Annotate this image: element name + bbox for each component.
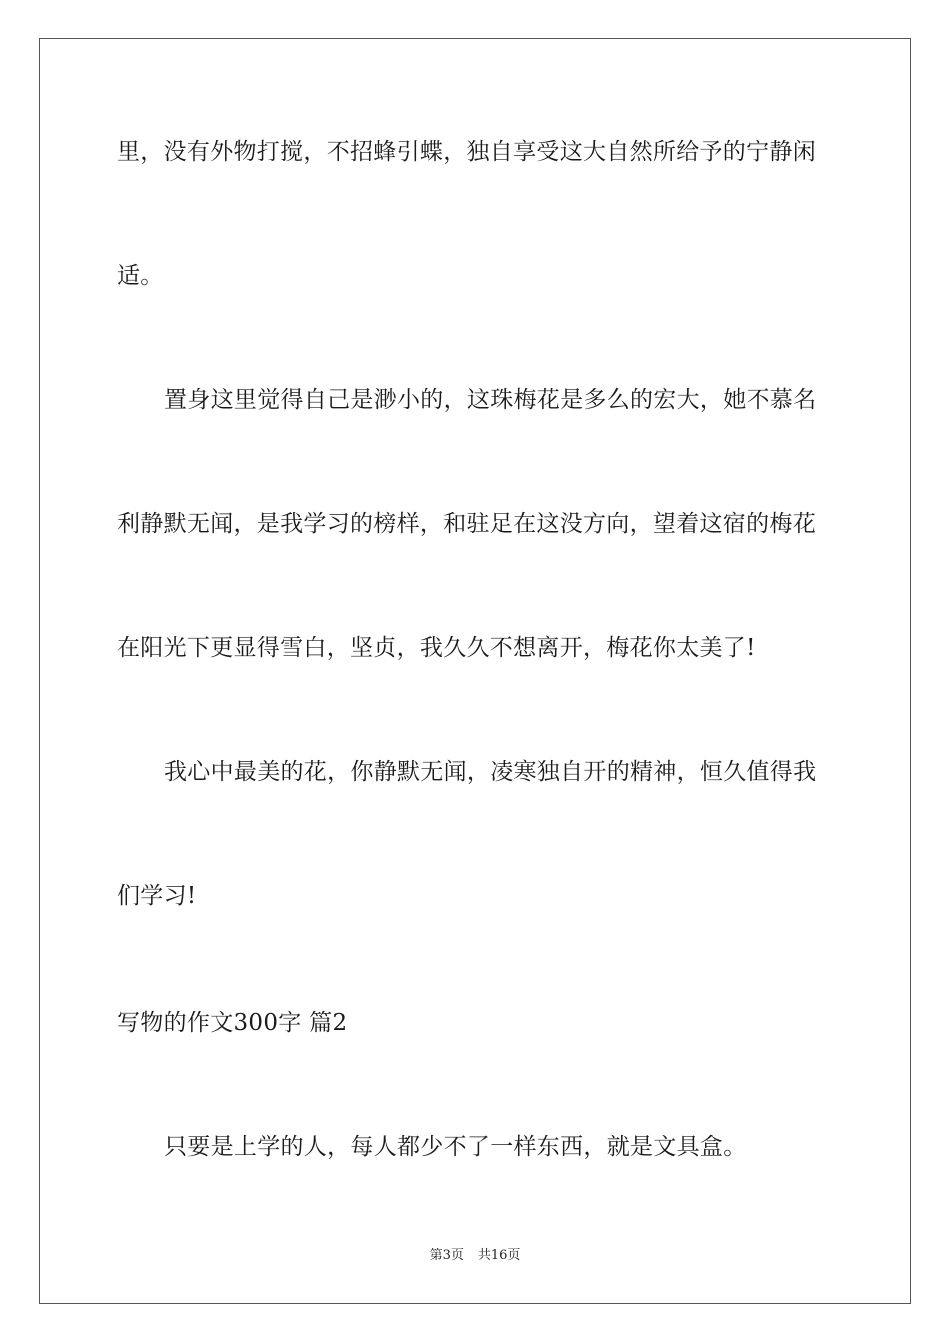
paragraph-start-line: 只要是上学的人，每人都少不了一样东西，就是文具盒。 <box>164 1134 747 1160</box>
page-border <box>39 38 911 1304</box>
paragraph-start-line: 我心中最美的花，你静默无闻，凌寒独自开的精神，恒久值得我 <box>164 759 817 785</box>
total-pages: 共16页 <box>477 1248 521 1263</box>
paragraph-start-line: 置身这里觉得自己是渺小的，这珠梅花是多么的宏大，她不慕名 <box>164 387 817 413</box>
page-number: 第3页 <box>429 1248 464 1263</box>
text-line: 里，没有外物打搅，不招蜂引蝶，独自享受这大自然所给予的宁静闲 <box>117 139 816 165</box>
section-heading: 写物的作文300字 篇2 <box>117 1010 348 1036</box>
text-line: 适。 <box>117 263 164 289</box>
text-line: 利静默无闻，是我学习的榜样，和驻足在这没方向，望着这宿的梅花 <box>117 511 816 537</box>
text-line: 在阳光下更显得雪白，坚贞，我久久不想离开，梅花你太美了! <box>117 635 756 661</box>
text-line: 们学习! <box>117 883 197 909</box>
page-footer <box>0 1247 950 1265</box>
